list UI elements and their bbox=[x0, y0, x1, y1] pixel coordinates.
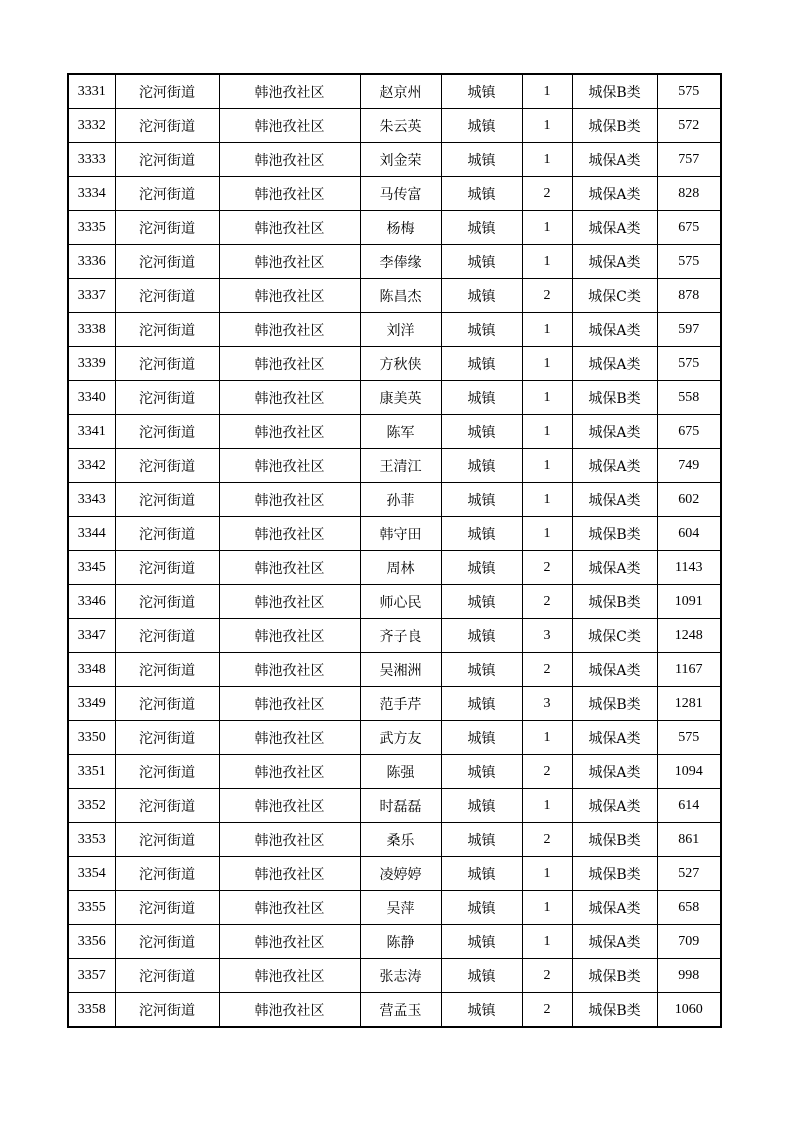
serial-number-cell: 3350 bbox=[68, 721, 115, 755]
household-type-cell: 城镇 bbox=[441, 347, 522, 381]
household-type-cell: 城镇 bbox=[441, 74, 522, 109]
household-size-cell: 1 bbox=[522, 789, 572, 823]
community-cell: 韩池孜社区 bbox=[219, 925, 360, 959]
serial-number-cell: 3354 bbox=[68, 857, 115, 891]
amount-cell: 861 bbox=[657, 823, 721, 857]
household-type-cell: 城镇 bbox=[441, 483, 522, 517]
serial-number-cell: 3333 bbox=[68, 143, 115, 177]
household-type-cell: 城镇 bbox=[441, 279, 522, 313]
community-cell: 韩池孜社区 bbox=[219, 517, 360, 551]
household-type-cell: 城镇 bbox=[441, 789, 522, 823]
serial-number-cell: 3339 bbox=[68, 347, 115, 381]
community-cell: 韩池孜社区 bbox=[219, 211, 360, 245]
community-cell: 韩池孜社区 bbox=[219, 857, 360, 891]
name-cell: 王清江 bbox=[360, 449, 441, 483]
category-cell: 城保B类 bbox=[572, 959, 657, 993]
household-size-cell: 1 bbox=[522, 143, 572, 177]
amount-cell: 558 bbox=[657, 381, 721, 415]
community-cell: 韩池孜社区 bbox=[219, 381, 360, 415]
serial-number-cell: 3349 bbox=[68, 687, 115, 721]
table-row bbox=[68, 347, 721, 381]
name-cell: 范手芹 bbox=[360, 687, 441, 721]
table-row bbox=[68, 925, 721, 959]
household-size-cell: 1 bbox=[522, 415, 572, 449]
amount-cell: 1281 bbox=[657, 687, 721, 721]
table-body bbox=[68, 74, 721, 1027]
serial-number-cell: 3334 bbox=[68, 177, 115, 211]
name-cell: 吴湘洲 bbox=[360, 653, 441, 687]
household-type-cell: 城镇 bbox=[441, 585, 522, 619]
community-cell: 韩池孜社区 bbox=[219, 585, 360, 619]
household-type-cell: 城镇 bbox=[441, 755, 522, 789]
table-row bbox=[68, 789, 721, 823]
amount-cell: 575 bbox=[657, 74, 721, 109]
amount-cell: 575 bbox=[657, 245, 721, 279]
subdistrict-cell: 沱河街道 bbox=[115, 143, 219, 177]
household-size-cell: 2 bbox=[522, 993, 572, 1028]
table-row bbox=[68, 109, 721, 143]
household-size-cell: 1 bbox=[522, 449, 572, 483]
amount-cell: 575 bbox=[657, 347, 721, 381]
subdistrict-cell: 沱河街道 bbox=[115, 993, 219, 1028]
table-row bbox=[68, 823, 721, 857]
amount-cell: 828 bbox=[657, 177, 721, 211]
name-cell: 李俸缘 bbox=[360, 245, 441, 279]
household-type-cell: 城镇 bbox=[441, 687, 522, 721]
name-cell: 刘洋 bbox=[360, 313, 441, 347]
name-cell: 凌婷婷 bbox=[360, 857, 441, 891]
household-size-cell: 2 bbox=[522, 959, 572, 993]
household-type-cell: 城镇 bbox=[441, 449, 522, 483]
amount-cell: 614 bbox=[657, 789, 721, 823]
table-row bbox=[68, 279, 721, 313]
household-type-cell: 城镇 bbox=[441, 993, 522, 1028]
table-row bbox=[68, 959, 721, 993]
household-size-cell: 1 bbox=[522, 381, 572, 415]
serial-number-cell: 3357 bbox=[68, 959, 115, 993]
name-cell: 朱云英 bbox=[360, 109, 441, 143]
household-size-cell: 1 bbox=[522, 74, 572, 109]
category-cell: 城保A类 bbox=[572, 143, 657, 177]
table-row bbox=[68, 483, 721, 517]
community-cell: 韩池孜社区 bbox=[219, 279, 360, 313]
household-size-cell: 1 bbox=[522, 925, 572, 959]
amount-cell: 597 bbox=[657, 313, 721, 347]
subdistrict-cell: 沱河街道 bbox=[115, 483, 219, 517]
category-cell: 城保A类 bbox=[572, 449, 657, 483]
household-size-cell: 1 bbox=[522, 347, 572, 381]
amount-cell: 709 bbox=[657, 925, 721, 959]
household-size-cell: 1 bbox=[522, 517, 572, 551]
serial-number-cell: 3344 bbox=[68, 517, 115, 551]
community-cell: 韩池孜社区 bbox=[219, 823, 360, 857]
name-cell: 陈强 bbox=[360, 755, 441, 789]
subdistrict-cell: 沱河街道 bbox=[115, 347, 219, 381]
table-row bbox=[68, 74, 721, 109]
amount-cell: 572 bbox=[657, 109, 721, 143]
table-row bbox=[68, 857, 721, 891]
amount-cell: 749 bbox=[657, 449, 721, 483]
amount-cell: 1091 bbox=[657, 585, 721, 619]
category-cell: 城保A类 bbox=[572, 551, 657, 585]
table-row bbox=[68, 211, 721, 245]
subdistrict-cell: 沱河街道 bbox=[115, 619, 219, 653]
category-cell: 城保B类 bbox=[572, 993, 657, 1028]
serial-number-cell: 3353 bbox=[68, 823, 115, 857]
amount-cell: 602 bbox=[657, 483, 721, 517]
serial-number-cell: 3337 bbox=[68, 279, 115, 313]
table-row bbox=[68, 313, 721, 347]
community-cell: 韩池孜社区 bbox=[219, 755, 360, 789]
household-type-cell: 城镇 bbox=[441, 109, 522, 143]
community-cell: 韩池孜社区 bbox=[219, 177, 360, 211]
subdistrict-cell: 沱河街道 bbox=[115, 891, 219, 925]
household-type-cell: 城镇 bbox=[441, 551, 522, 585]
subdistrict-cell: 沱河街道 bbox=[115, 585, 219, 619]
household-type-cell: 城镇 bbox=[441, 517, 522, 551]
category-cell: 城保A类 bbox=[572, 415, 657, 449]
name-cell: 马传富 bbox=[360, 177, 441, 211]
name-cell: 周林 bbox=[360, 551, 441, 585]
table-row bbox=[68, 755, 721, 789]
category-cell: 城保C类 bbox=[572, 279, 657, 313]
community-cell: 韩池孜社区 bbox=[219, 74, 360, 109]
subdistrict-cell: 沱河街道 bbox=[115, 959, 219, 993]
table-row bbox=[68, 993, 721, 1028]
name-cell: 孙菲 bbox=[360, 483, 441, 517]
amount-cell: 1248 bbox=[657, 619, 721, 653]
serial-number-cell: 3358 bbox=[68, 993, 115, 1028]
table-row bbox=[68, 177, 721, 211]
community-cell: 韩池孜社区 bbox=[219, 619, 360, 653]
subdistrict-cell: 沱河街道 bbox=[115, 755, 219, 789]
subdistrict-cell: 沱河街道 bbox=[115, 313, 219, 347]
community-cell: 韩池孜社区 bbox=[219, 721, 360, 755]
household-size-cell: 1 bbox=[522, 313, 572, 347]
subdistrict-cell: 沱河街道 bbox=[115, 449, 219, 483]
subdistrict-cell: 沱河街道 bbox=[115, 517, 219, 551]
community-cell: 韩池孜社区 bbox=[219, 483, 360, 517]
household-size-cell: 2 bbox=[522, 585, 572, 619]
household-type-cell: 城镇 bbox=[441, 211, 522, 245]
category-cell: 城保B类 bbox=[572, 381, 657, 415]
amount-cell: 1167 bbox=[657, 653, 721, 687]
category-cell: 城保A类 bbox=[572, 313, 657, 347]
subdistrict-cell: 沱河街道 bbox=[115, 177, 219, 211]
name-cell: 吴萍 bbox=[360, 891, 441, 925]
serial-number-cell: 3342 bbox=[68, 449, 115, 483]
subdistrict-cell: 沱河街道 bbox=[115, 381, 219, 415]
serial-number-cell: 3332 bbox=[68, 109, 115, 143]
amount-cell: 675 bbox=[657, 415, 721, 449]
serial-number-cell: 3355 bbox=[68, 891, 115, 925]
serial-number-cell: 3338 bbox=[68, 313, 115, 347]
category-cell: 城保A类 bbox=[572, 211, 657, 245]
household-type-cell: 城镇 bbox=[441, 313, 522, 347]
household-type-cell: 城镇 bbox=[441, 653, 522, 687]
table-row bbox=[68, 245, 721, 279]
category-cell: 城保B类 bbox=[572, 857, 657, 891]
table-row bbox=[68, 551, 721, 585]
name-cell: 武方友 bbox=[360, 721, 441, 755]
amount-cell: 658 bbox=[657, 891, 721, 925]
subdistrict-cell: 沱河街道 bbox=[115, 279, 219, 313]
subdistrict-cell: 沱河街道 bbox=[115, 687, 219, 721]
name-cell: 时磊磊 bbox=[360, 789, 441, 823]
household-type-cell: 城镇 bbox=[441, 959, 522, 993]
table-row bbox=[68, 517, 721, 551]
category-cell: 城保B类 bbox=[572, 823, 657, 857]
subdistrict-cell: 沱河街道 bbox=[115, 211, 219, 245]
community-cell: 韩池孜社区 bbox=[219, 109, 360, 143]
household-size-cell: 1 bbox=[522, 211, 572, 245]
community-cell: 韩池孜社区 bbox=[219, 551, 360, 585]
community-cell: 韩池孜社区 bbox=[219, 993, 360, 1028]
household-type-cell: 城镇 bbox=[441, 823, 522, 857]
household-size-cell: 3 bbox=[522, 687, 572, 721]
subdistrict-cell: 沱河街道 bbox=[115, 551, 219, 585]
category-cell: 城保A类 bbox=[572, 653, 657, 687]
household-size-cell: 1 bbox=[522, 245, 572, 279]
serial-number-cell: 3336 bbox=[68, 245, 115, 279]
community-cell: 韩池孜社区 bbox=[219, 143, 360, 177]
serial-number-cell: 3346 bbox=[68, 585, 115, 619]
serial-number-cell: 3343 bbox=[68, 483, 115, 517]
table-row bbox=[68, 653, 721, 687]
community-cell: 韩池孜社区 bbox=[219, 653, 360, 687]
table-row bbox=[68, 381, 721, 415]
table-row bbox=[68, 721, 721, 755]
household-size-cell: 1 bbox=[522, 483, 572, 517]
amount-cell: 575 bbox=[657, 721, 721, 755]
household-type-cell: 城镇 bbox=[441, 857, 522, 891]
subdistrict-cell: 沱河街道 bbox=[115, 721, 219, 755]
subdistrict-cell: 沱河街道 bbox=[115, 109, 219, 143]
community-cell: 韩池孜社区 bbox=[219, 449, 360, 483]
amount-cell: 675 bbox=[657, 211, 721, 245]
household-type-cell: 城镇 bbox=[441, 619, 522, 653]
category-cell: 城保A类 bbox=[572, 483, 657, 517]
name-cell: 刘金荣 bbox=[360, 143, 441, 177]
subdistrict-cell: 沱河街道 bbox=[115, 74, 219, 109]
table-row bbox=[68, 585, 721, 619]
name-cell: 桑乐 bbox=[360, 823, 441, 857]
table-row bbox=[68, 415, 721, 449]
name-cell: 赵京州 bbox=[360, 74, 441, 109]
household-type-cell: 城镇 bbox=[441, 245, 522, 279]
category-cell: 城保B类 bbox=[572, 687, 657, 721]
serial-number-cell: 3331 bbox=[68, 74, 115, 109]
amount-cell: 1094 bbox=[657, 755, 721, 789]
category-cell: 城保A类 bbox=[572, 891, 657, 925]
subdistrict-cell: 沱河街道 bbox=[115, 857, 219, 891]
category-cell: 城保A类 bbox=[572, 721, 657, 755]
table-row bbox=[68, 449, 721, 483]
name-cell: 陈静 bbox=[360, 925, 441, 959]
household-size-cell: 2 bbox=[522, 279, 572, 313]
subdistrict-cell: 沱河街道 bbox=[115, 789, 219, 823]
community-cell: 韩池孜社区 bbox=[219, 789, 360, 823]
category-cell: 城保A类 bbox=[572, 245, 657, 279]
serial-number-cell: 3345 bbox=[68, 551, 115, 585]
amount-cell: 527 bbox=[657, 857, 721, 891]
amount-cell: 604 bbox=[657, 517, 721, 551]
community-cell: 韩池孜社区 bbox=[219, 891, 360, 925]
household-type-cell: 城镇 bbox=[441, 381, 522, 415]
household-size-cell: 2 bbox=[522, 653, 572, 687]
category-cell: 城保A类 bbox=[572, 347, 657, 381]
subdistrict-cell: 沱河街道 bbox=[115, 245, 219, 279]
category-cell: 城保A类 bbox=[572, 789, 657, 823]
household-size-cell: 2 bbox=[522, 551, 572, 585]
name-cell: 陈军 bbox=[360, 415, 441, 449]
community-cell: 韩池孜社区 bbox=[219, 313, 360, 347]
serial-number-cell: 3347 bbox=[68, 619, 115, 653]
household-size-cell: 2 bbox=[522, 755, 572, 789]
household-size-cell: 3 bbox=[522, 619, 572, 653]
name-cell: 师心民 bbox=[360, 585, 441, 619]
serial-number-cell: 3351 bbox=[68, 755, 115, 789]
name-cell: 张志涛 bbox=[360, 959, 441, 993]
name-cell: 方秋侠 bbox=[360, 347, 441, 381]
name-cell: 齐子良 bbox=[360, 619, 441, 653]
household-type-cell: 城镇 bbox=[441, 721, 522, 755]
relief-roster-table bbox=[67, 73, 722, 1028]
community-cell: 韩池孜社区 bbox=[219, 959, 360, 993]
household-type-cell: 城镇 bbox=[441, 143, 522, 177]
subdistrict-cell: 沱河街道 bbox=[115, 415, 219, 449]
community-cell: 韩池孜社区 bbox=[219, 347, 360, 381]
category-cell: 城保A类 bbox=[572, 177, 657, 211]
serial-number-cell: 3341 bbox=[68, 415, 115, 449]
category-cell: 城保C类 bbox=[572, 619, 657, 653]
subdistrict-cell: 沱河街道 bbox=[115, 823, 219, 857]
name-cell: 杨梅 bbox=[360, 211, 441, 245]
community-cell: 韩池孜社区 bbox=[219, 245, 360, 279]
name-cell: 陈昌杰 bbox=[360, 279, 441, 313]
serial-number-cell: 3340 bbox=[68, 381, 115, 415]
category-cell: 城保B类 bbox=[572, 585, 657, 619]
name-cell: 韩守田 bbox=[360, 517, 441, 551]
household-size-cell: 1 bbox=[522, 109, 572, 143]
table-row bbox=[68, 891, 721, 925]
subdistrict-cell: 沱河街道 bbox=[115, 925, 219, 959]
household-size-cell: 2 bbox=[522, 823, 572, 857]
table-row bbox=[68, 143, 721, 177]
household-size-cell: 1 bbox=[522, 891, 572, 925]
community-cell: 韩池孜社区 bbox=[219, 415, 360, 449]
serial-number-cell: 3335 bbox=[68, 211, 115, 245]
amount-cell: 1060 bbox=[657, 993, 721, 1028]
household-type-cell: 城镇 bbox=[441, 415, 522, 449]
household-size-cell: 2 bbox=[522, 177, 572, 211]
household-size-cell: 1 bbox=[522, 721, 572, 755]
serial-number-cell: 3352 bbox=[68, 789, 115, 823]
table-row bbox=[68, 687, 721, 721]
household-type-cell: 城镇 bbox=[441, 925, 522, 959]
table-row bbox=[68, 619, 721, 653]
category-cell: 城保A类 bbox=[572, 925, 657, 959]
serial-number-cell: 3348 bbox=[68, 653, 115, 687]
serial-number-cell: 3356 bbox=[68, 925, 115, 959]
category-cell: 城保A类 bbox=[572, 755, 657, 789]
household-size-cell: 1 bbox=[522, 857, 572, 891]
amount-cell: 878 bbox=[657, 279, 721, 313]
name-cell: 康美英 bbox=[360, 381, 441, 415]
amount-cell: 998 bbox=[657, 959, 721, 993]
amount-cell: 1143 bbox=[657, 551, 721, 585]
name-cell: 营孟玉 bbox=[360, 993, 441, 1028]
household-type-cell: 城镇 bbox=[441, 177, 522, 211]
amount-cell: 757 bbox=[657, 143, 721, 177]
category-cell: 城保B类 bbox=[572, 517, 657, 551]
category-cell: 城保B类 bbox=[572, 74, 657, 109]
household-type-cell: 城镇 bbox=[441, 891, 522, 925]
community-cell: 韩池孜社区 bbox=[219, 687, 360, 721]
subdistrict-cell: 沱河街道 bbox=[115, 653, 219, 687]
category-cell: 城保B类 bbox=[572, 109, 657, 143]
